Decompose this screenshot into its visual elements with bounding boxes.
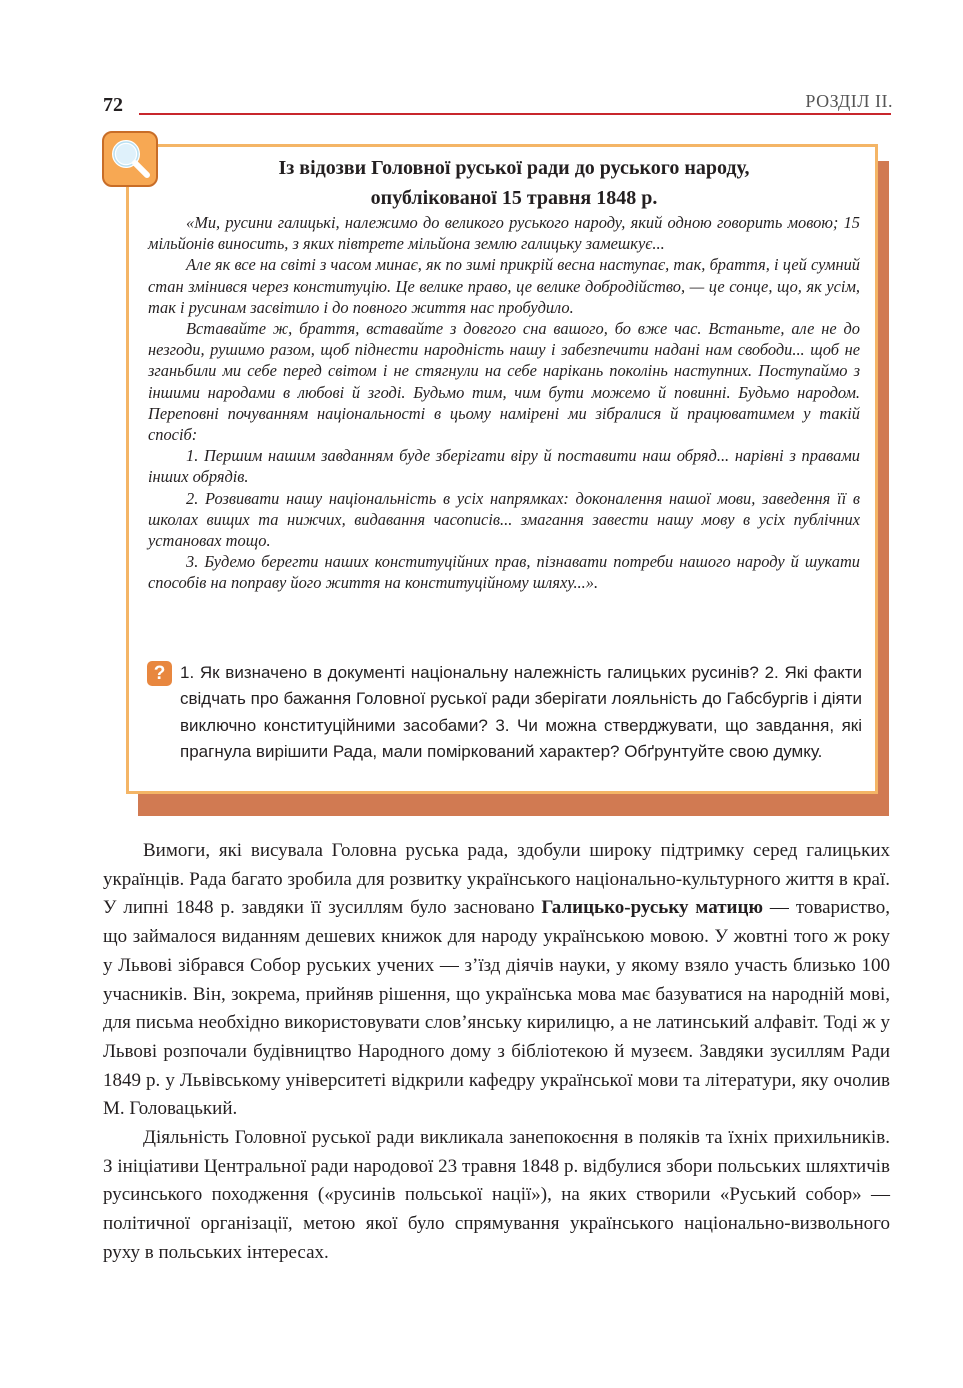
quote-paragraph: «Ми, русини галицькі, належимо до великого руського народу, який одною говорить мовою; 15 мільйонів виносить, з яких півтрете мільйона землю галицьку замешкує... bbox=[148, 213, 860, 254]
body-text-span: Вимоги, які висувала Головна руська рада, здобули широку підтримку серед галицьких українців. Рада багато зробила для розвитку українського національно-культурного життя в краї. У липні 1848 р. завдяки її зусиллям було засновано bbox=[103, 840, 890, 919]
quote-paragraph: Але як все на світі з часом минає, як по зимі прикрій весна наступає, так, браття, і цей сумний стан змінився через конституцію. Це велике право, це велике добродійство, — це сонце, що, як усім, так і русинам засвітило і до повного життя нас пробудило. bbox=[148, 255, 860, 317]
quote-paragraph: 1. Першим нашим завданням буде зберігати віру й поставити наш обряд... нарівні з правами інших обрядів. bbox=[148, 446, 860, 487]
quote-paragraph: Вставайте ж, браття, вставайте з довгого сна вашого, бо вже час. Встаньте, але не до незгоди, рушимо разом, щоб піднести народність нашу і забезпечити надані нам свободи... щоб не зганьбили ми себе перед світом і не стягнули на себе нарікань поколінь наступних. Поступаймо з іншими народами в любові й згоді. Будьмо тим, чим бути можемо й повинні. Будьмо народом. Переповні почуванням національності в цьому намірені ми зібралися й працюватимем у такій спосіб: bbox=[148, 319, 860, 445]
quote-paragraph: 2. Розвивати нашу національність в усіх напрямках: доконалення нашої мови, заведення її в школах вищих та нижчих, видавання часописів... змагання завести нашу мову в усіх публічних установах тощо. bbox=[148, 488, 860, 551]
body-paragraph: Діяльність Головної руської ради викликала занепокоєння в поляків та їхніх прихильників. З ініціативи Центральної ради народової 23 травня 1848 р. відбулися збори польських шляхтичів русинського походження («русинів польської нації»), на яких створили «Руський собор» — політичної організації, метою якої було спрямування українського національно-визвольного руху в польських інтересах. bbox=[103, 1127, 890, 1263]
magnifier-icon bbox=[102, 131, 158, 187]
document-title-line-2: опублікованої 15 травня 1848 р. bbox=[370, 187, 658, 209]
bold-term: Галицько-руську матицю bbox=[541, 897, 763, 919]
document-quote bbox=[148, 212, 860, 594]
section-label: РОЗДІЛ II. bbox=[805, 91, 893, 111]
document-title-line-1: Із відозви Головної руської ради до руського народу, bbox=[278, 157, 750, 179]
header-rule bbox=[139, 113, 891, 115]
quote-paragraph: 3. Будемо берегти наших конституційних прав, пізнавати потреби нашого народу й шукати способів на поправу його життя на конституційному шляху...». bbox=[148, 552, 860, 593]
body-text-span: — товариство, що займалося виданням дешевих книжок для народу українською мовою. У жовтні того ж року у Львові зібрався Собор руських учених — з’їзд діячів науки, у якому взяло участь близько 100 учасників. Він, зокрема, прийняв рішення, що українська мова має базуватися на народній мові, для письма необхідно використовувати слов’янську кирилицю, а не латинський алфавіт. Тоді ж у Львові розпочали будівництво Народного дому з бібліотекою й музеєм. Завдяки зусиллям Ради 1849 р. у Львівському університеті відкрили кафедру української мови та літератури, яку очолив М. Головацький. bbox=[103, 897, 891, 1120]
body-paragraph bbox=[103, 837, 890, 1124]
document-title bbox=[186, 153, 842, 213]
question-mark-icon: ? bbox=[147, 661, 172, 686]
main-text bbox=[103, 837, 890, 1268]
page-number: 72 bbox=[103, 94, 123, 116]
questions-text: 1. Як визначено в документі національну належність галицьких русинів? 2. Які факти свідчать про бажання Головної руської ради зберігати лояльність до Габсбургів і діяти виключно конституційними засобами? 3. Чи можна стверджувати, що завдання, які прагнула вирішити Рада, мали поміркований характер? Обґрунтуйте свою думку. bbox=[180, 663, 862, 761]
